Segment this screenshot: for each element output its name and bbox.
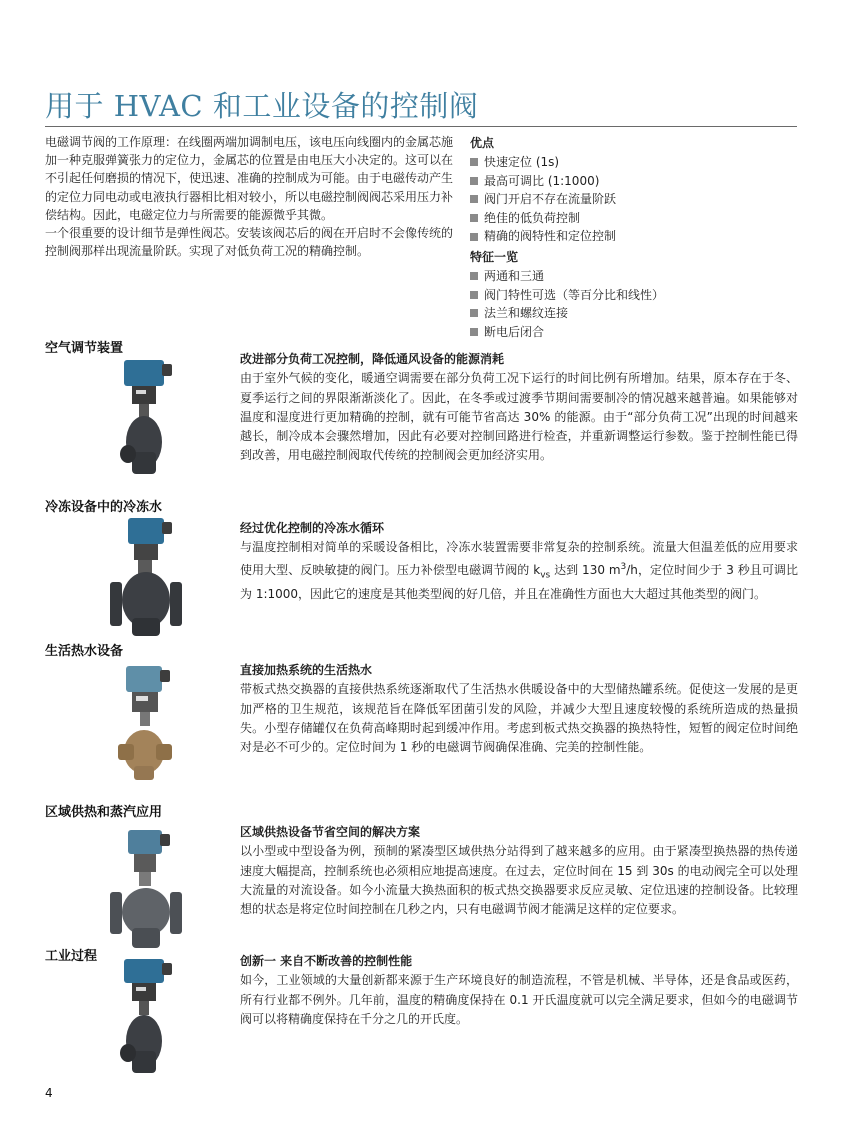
bullet-square-icon [470,291,478,299]
bullet-square-icon [470,195,478,203]
list-item: 阀门特性可选（等百分比和线性） [470,286,800,305]
title-divider [45,126,797,127]
section-heading: 直接加热系统的生活热水 [240,663,373,677]
features-list [470,248,800,341]
list-item: 法兰和螺纹连接 [470,304,800,323]
bullet-square-icon [470,177,478,185]
section-title: 工业过程 [45,949,98,964]
section-heading: 创新一 来自不断改善的控制性能 [240,954,413,968]
bullet-square-icon [470,328,478,336]
list-item: 快速定位 (1s) [470,153,800,172]
page-title: 用于 HVAC 和工业设备的控制阀 [45,89,479,123]
list-item: 最高可调比 (1:1000) [470,172,800,191]
list-item: 绝佳的低负荷控制 [470,209,800,228]
section-block [240,661,798,757]
section-heading: 经过优化控制的冷冻水循环 [240,521,385,535]
section-title: 冷冻设备中的冷冻水 [45,500,163,515]
valve-product-image [104,660,194,785]
section-heading: 改进部分负荷工况控制，降低通风设备的能源消耗 [240,352,505,366]
section-block [240,823,798,919]
list-item: 精确的阀特性和定位控制 [470,227,800,246]
page-number: 4 [45,1086,53,1100]
section-title: 区域供热和蒸汽应用 [45,805,163,820]
intro-paragraph: 电磁调节阀的工作原理：在线圈两端加调制电压，该电压向线圈内的金属芯施加一种克服弹簧张力的定位力，金属芯的位置是由电压大小决定的。这可以在不引起任何磨损的情况下，使迅速、准确的控制成为可能。由于电磁传动产生的定位力同电动或电液执行器相比相对较小，所以电磁控制阀阀芯采用压力补偿结构。因此，电磁定位力与所需要的能源微乎其微。 [45,135,454,222]
advantages-heading: 优点 [470,136,495,150]
section-heading: 区域供热设备节省空间的解决方案 [240,825,421,839]
advantages-list [470,134,800,246]
section-title: 生活热水设备 [45,644,124,659]
section-block [240,350,798,466]
bullet-square-icon [470,214,478,222]
list-item: 断电后闭合 [470,323,800,342]
section-block [240,952,798,1029]
bullet-square-icon [470,158,478,166]
valve-product-image [104,955,194,1080]
valve-product-image [104,828,194,953]
section-body: 如今，工业领域的大量创新都来源于生产环境良好的制造流程，不管是机械、半导体，还是食品或医药，所有行业都不例外。几年前，温度的精确度保持在 0.1 开氏温度就可以完全满足要求，但如今的电磁调节阀可以将精确度保持在千分之几的开氏度。 [240,973,798,1026]
section-block [240,519,798,605]
section-body: 与温度控制相对简单的采暖设备相比，冷冻水装置需要非常复杂的控制系统。流量大但温差低的应用要求使用大型、反映敏捷的阀门。压力补偿型电磁调节阀的 $k_{vs}$ 达到 130 $m^3/h$，定位时间少于 3 秒且可调比为 1:1000，因此它的速度是其他类型阀的好几倍，并且在准确性方面也大大超过其他类型的阀门。 [240,540,798,602]
list-item: 两通和三通 [470,267,800,286]
section-body: 以小型或中型设备为例，预制的紧凑型区域供热分站得到了越来越多的应用。由于紧凑型换热器的热传递速度大幅提高，控制系统也必须相应地提高速度。在过去，定位时间在 15 到 30s 的电动阀完全可以处理大流量的对流设备。如今小流量大换热面积的板式热交换器要求反应灵敏、定位迅速的控制设备。比较理想的状态是将定位时间控制在几秒之内，只有电磁调节阀才能满足这样的定位要求。 [240,844,798,917]
features-heading: 特征一览 [470,250,519,264]
bullet-square-icon [470,272,478,280]
intro-text [45,133,460,260]
intro-paragraph: 一个很重要的设计细节是弹性阀芯。安装该阀芯后的阀在开启时不会像传统的控制阀那样出现流量阶跃。实现了对低负荷工况的精确控制。 [45,226,454,259]
section-body: 带板式热交换器的直接供热系统逐渐取代了生活热水供暖设备中的大型储热罐系统。促使这一发展的是更加严格的卫生规范，该规范旨在降低军团菌引发的风险，并减少大型且速度较慢的系统所造成的热量损失。小型存储罐仅在负荷高峰期时起到缓冲作用。考虑到板式热交换器的换热特性，短暂的阀定位时间绝对是必不可少的。定位时间为 1 秒的电磁调节阀确保准确、完美的控制性能。 [240,682,798,755]
section-title: 空气调节装置 [45,341,124,356]
bullet-square-icon [470,309,478,317]
list-item: 阀门开启不存在流量阶跃 [470,190,800,209]
valve-product-image [104,514,194,639]
valve-product-image [104,352,194,477]
section-body: 由于室外气候的变化，暖通空调需要在部分负荷工况下运行的时间比例有所增加。结果，原本存在于冬、夏季运行之间的界限渐渐淡化了。因此，在冬季或过渡季节期间需要制冷的情况越来越普遍。如果能够对温度和湿度进行更加精确的控制，就有可能节省高达 30% 的能源。由于“部分负荷工况”出现的时间越来越长，制冷成本会骤然增加，因此有必要对控制回路进行检查，并重新调整运行参数。鉴于控制性能已得到改善，用电磁控制阀取代传统的控制阀会更加经济实用。 [240,371,798,463]
bullet-square-icon [470,233,478,241]
